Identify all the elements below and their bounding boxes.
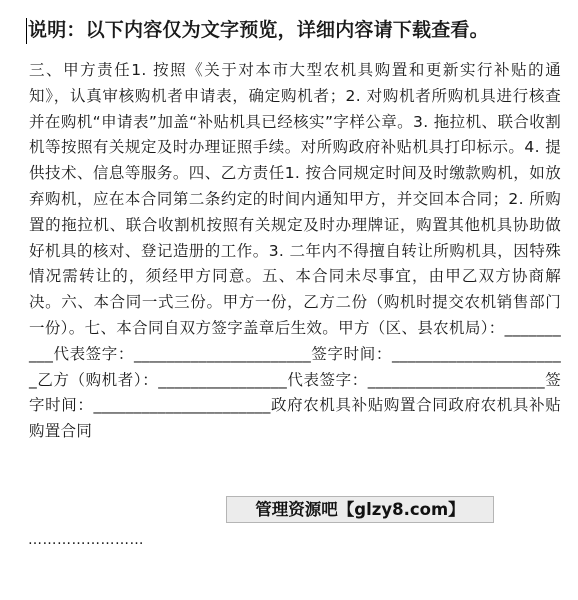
- continuation-dots: ……………………: [28, 532, 144, 548]
- preview-notice: 说明：以下内容仅为文字预览，详细内容请下载查看。: [28, 19, 489, 41]
- preview-notice-bar: [0, 14, 578, 48]
- text-cursor: [26, 18, 27, 44]
- site-watermark: 管理资源吧【glzy8.com】: [226, 496, 494, 523]
- contract-body-text: 三、甲方责任1. 按照《关于对本市大型农机具购置和更新实行补贴的通知》，认真审核购机者申请表，确定购机者；2. 对购机者所购机具进行核查并在购机“申请表”加盖“补贴机具已经核实”字样公章。3. 拖拉机、联合收割机等按照有关规定及时办理证照手续。对所购政府补贴机具打印标示。4. 提供技术、信息等服务。四、乙方责任1. 按合同规定时间及时缴款购机，如放弃购机，应在本合同第二条约定的时间内通知甲方，并交回本合同；2. 所购置的拖拉机、联合收割机按照有关规定及时办理牌证，购置其他机具协助做好机具的核对、登记造册的工作。3. 二年内不得擅自转让所购机具，因特殊情况需转让的，须经甲方同意。五、本合同未尽事宜，由甲乙双方协商解决。六、本合同一式三份。甲方一份，乙方二份（购机时提交农机销售部门一份）。七、本合同自双方签字盖章后生效。甲方（区、县农机局）：__________代表签字：______________________签字时间：______________________乙方（购机者）：________________代表签字：______________________签字时间：______________________政府农机具补贴购置合同政府农机具补贴购置合同: [29, 61, 561, 441]
